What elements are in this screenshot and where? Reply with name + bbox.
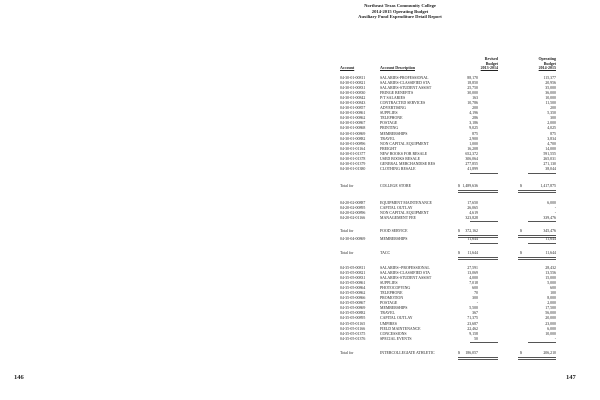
operating-budget-cell: 8,000: [547, 296, 556, 301]
account-column-header: Account: [340, 65, 355, 70]
account-cell: 04-30-01-01380: [340, 166, 366, 171]
operating-budget-cell: -: [554, 206, 556, 211]
operating-budget-cell: 14,000: [545, 146, 556, 151]
operating-budget-cell: 265,031: [543, 156, 556, 161]
account-cell: 04-30-01-00831: [340, 86, 366, 91]
operating-budget-cell: 2,000: [547, 121, 556, 126]
operating-budget-cell: 875: [550, 131, 556, 136]
table-row: [340, 216, 556, 221]
operating-budget-cell: 115,377: [543, 76, 556, 80]
revised-budget-cell: 163: [472, 96, 478, 101]
description-cell: CAPITAL OUTLAY: [380, 316, 413, 321]
operating-budget-cell: 20,956: [545, 81, 556, 86]
account-cell: 04-35-05-00861: [340, 281, 366, 286]
description-cell: MEMBERSHIPS: [380, 237, 408, 241]
description-cell: SUPPLIES: [380, 111, 398, 116]
revised-budget-cell: 367: [472, 311, 478, 316]
report-header: [300, 3, 500, 20]
description-cell: TELEPHONE: [380, 116, 403, 121]
operating-budget-cell: 11,500: [545, 101, 556, 106]
description-cell: TELEPHONE: [380, 291, 403, 296]
revised-budget-cell: 5,500: [469, 306, 478, 311]
operating-budget-cell: 56,000: [545, 311, 556, 316]
page-number-left: 146: [14, 374, 24, 381]
revised-budget-cell: 4,000: [469, 276, 478, 281]
athletics-rows: [340, 266, 556, 342]
operating-budget-cell: 600: [550, 286, 556, 291]
operating-budget-cell: 13,556: [545, 271, 556, 276]
operating-budget-cell: 200: [550, 106, 556, 111]
subtotal-rule: [470, 342, 498, 343]
revised-budget-cell: 13,069: [467, 271, 478, 276]
food-service-rows: [340, 201, 556, 221]
revised-budget-cell: 277,855: [465, 161, 478, 166]
description-cell: FREIGHT: [380, 146, 397, 151]
table-row: [340, 237, 556, 242]
college-store-rows: [340, 76, 556, 172]
revised-budget-cell: 71,375: [467, 316, 478, 321]
operating-budget-cell: 5,000: [547, 281, 556, 286]
account-cell: 04-35-05-01165: [340, 321, 366, 326]
description-cell: PRINTING: [380, 126, 399, 131]
description-cell: P/T SALARIES: [380, 96, 406, 101]
operating-budget-cell: 5,350: [547, 111, 556, 116]
revised-budget-cell: 9,025: [469, 126, 478, 131]
description-cell: SALARIES--PROFESSIONAL: [380, 266, 430, 270]
description-cell: MEMBERSHIPS: [380, 131, 408, 136]
revised-budget-cell: 652,372: [465, 151, 478, 156]
operating-budget-cell: 2,000: [547, 301, 556, 306]
subtotal-rule: [528, 173, 556, 174]
revised-budget-cell: 323,828: [465, 216, 478, 221]
report-title: Auxiliary Fund Expenditure Detail Report: [358, 14, 442, 20]
account-cell: 04-35-05-00869: [340, 306, 366, 311]
college-name: Northeast Texas Community College: [364, 3, 436, 8]
operating-budget-cell: 28,432: [545, 266, 556, 270]
description-cell: FRINGE BENEFITS: [380, 91, 414, 96]
description-cell: SALARIES-PROFESSIONAL: [380, 76, 429, 80]
subtotal-rule: [470, 173, 498, 174]
description-cell: MANAGEMENT FEE: [380, 216, 416, 221]
account-cell: 04-35-05-01166: [340, 326, 366, 331]
revised-budget-cell: 22,462: [467, 326, 478, 331]
description-cell: GENERAL MERCHANDISE RES: [380, 161, 436, 166]
description-cell: TRAVEL: [380, 136, 395, 141]
revised-budget-cell: 30,000: [467, 91, 478, 96]
account-cell: 04-35-05-00866: [340, 296, 366, 301]
document-page: Northeast Texas Community College 2014-2015 Operating Budget Auxiliary Fund Expenditure Detail Report Account Account Description Revised Budget 2013-2014 Operating Budget 2014-2015 04-30-01-00811 SALARIES-PROFESSIONAL 88,170 115,377 04-30-01-00821 SALARIES-CLASSIFIED STA 18,850 20,956 04-30-01-00831 SALARIES-STUDENT ASSIST 25,750 35,000 04-30-01-00830 FRINGE BENEFITS 30,000 36,000 04-30-01-00842 P/T SALARIES 163 10,000 04-30-01-00843 CONTRACTED SERVICES 10,786 11,500 04-30-01-00857 ADVERTISING 200 200 04-30-01-00861 SUPPLIES 4,196 5,350 04-30-01-00862 TELEPHONE 286 300 04-30-01-00867 POSTAGE 3,186 2,000 04-30-01-00868 PRINTING 9,025 4,025 04-30-01-00869 MEMBERSHIPS 875 875 04-30-01-00882 TRAVEL 2,900 3,834 04-30-01-00896 NON CAPITAL EQUIPMENT 1,000 4,700 04-30-01-01164 FREIGHT 16,208 14,000 04-30-01-01377 NEW BOOKS FOR RESALE 652,372 591,555 04-30-01-01378 USED BOOKS RESALE 306,064 265,031 04-30-01-01379 GENERAL MERCHANDISE RES 277,855 271,130 04-30-01-01380 CLOTHING RESALE 41,899 38,044 Total for COLLEGE STORE $ 1,489,636 $ 1,417,875 04-20-02-00887 EQUIPMENT MAINTENANCE 17,650 6,000 04-20-02-00895 CAPITAL OUTLAY 26,065 - 04-20-02-00896 NON CAPITAL EQUIPMENT 4,619 - 04-20-02-01166 MANAGEMENT FEE 323,828 339,476 Total for FOOD SERVICE $ 372,162 $ 345,476 04-30-04-00869 MEMBERSHIPS 11,644 11,644 Total for TACC $ 11,644 $ 11,644 04-35-05-00811 SALARIES--PROFESSIONAL 27,591 28,432 04-35-05-00821 SALARIES-CLASSIFIED STA 13,069 13,556 04-35-05-00831 SALARIES-STUDENT ASSIST 4,000 15,000 04-35-05-00861 SUPPLIES 7,018 5,000 04-35-05-00864 PHOTOCOPYING 600 600 04-35-05-00862 TELEPHONE 70 100 04-35-05-00866 PROMOTION 300 8,000 04-35-05-00867 POSTAGE - 2,000 04-35-05-00869 MEMBERSHIPS 5,500 17,500 04-35-05-00882 TRAVEL 367 56,000 04-35-05-00895 CAPITAL OUTLAY 71,375 20,000 04-35-05-01165 UMPIRES 23,687 23,000 04-35-05-01166 FIELD MAINTENANCE 22,462 6,000 04-35-05-01375 CONCESSIONS 9,158 10,000 04-35-05-01376 SPECIAL EVENTS 50 - Total for INTERCOLLEGIATE ATHLETIC $ 186,057 $ 206,210 146 147: [14, 3, 576, 381]
account-cell: 04-30-01-00843: [340, 101, 366, 106]
revised-budget-cell: 18,850: [467, 81, 478, 86]
account-cell: 04-30-01-00830: [340, 91, 366, 96]
account-cell: 04-30-01-00867: [340, 121, 366, 126]
operating-budget-cell: 4,700: [547, 141, 556, 146]
description-cell: FIELD MAINTENANCE: [380, 326, 421, 331]
account-cell: 04-30-01-00868: [340, 126, 366, 131]
revised-budget-cell: 50: [474, 336, 478, 341]
description-cell: SALARIES-STUDENT ASSIST: [380, 86, 432, 91]
total-double-rule: [518, 257, 556, 260]
account-cell: 04-20-02-00896: [340, 211, 366, 216]
operating-budget-cell: 6,000: [547, 326, 556, 331]
operating-budget-cell: 15,000: [545, 276, 556, 281]
revised-budget-cell: 41,899: [467, 166, 478, 171]
description-column-header: Account Description: [380, 65, 415, 70]
description-cell: PHOTOCOPYING: [380, 286, 411, 291]
total-double-rule: [458, 190, 498, 193]
description-cell: ADVERTISING: [380, 106, 406, 111]
description-cell: SUPPLIES: [380, 281, 398, 286]
account-cell: 04-30-01-01378: [340, 156, 366, 161]
operating-budget-cell: 10,000: [545, 331, 556, 336]
account-cell: 04-30-01-00896: [340, 141, 366, 146]
revised-budget-cell: 7,018: [469, 281, 478, 286]
revised-budget-cell: -: [476, 301, 478, 306]
description-cell: POSTAGE: [380, 301, 398, 306]
revised-budget-cell: 88,170: [467, 76, 478, 80]
operating-budget-cell: 4,025: [547, 126, 556, 131]
description-cell: MEMBERSHIPS: [380, 306, 408, 311]
subtotal-rule: [528, 342, 556, 343]
account-cell: 04-30-01-01377: [340, 151, 366, 156]
revised-budget-cell: 11,644: [467, 237, 478, 241]
revised-budget-cell: 300: [472, 296, 478, 301]
operating-budget-cell: -: [554, 211, 556, 216]
revised-budget-cell: 875: [472, 131, 478, 136]
account-cell: 04-35-05-00867: [340, 301, 366, 306]
revised-budget-cell: 10,786: [467, 101, 478, 106]
operating-budget-cell: 100: [550, 291, 556, 296]
operating-budget-cell: 35,000: [545, 86, 556, 91]
operating-budget-cell: 6,000: [547, 201, 556, 205]
account-cell: 04-35-05-00882: [340, 311, 366, 316]
account-cell: 04-35-05-00821: [340, 271, 366, 276]
operating-budget-cell: 10,000: [545, 96, 556, 101]
revised-budget-cell: 200: [472, 106, 478, 111]
revised-budget-cell: 306,064: [465, 156, 478, 161]
description-cell: SALARIES-STUDENT ASSIST: [380, 276, 432, 281]
page-number-right: 147: [566, 374, 576, 381]
description-cell: CLOTHING RESALE: [380, 166, 416, 171]
operating-budget-cell: 300: [550, 116, 556, 121]
operating-budget-cell: 271,130: [543, 161, 556, 166]
subtotal-rule: [528, 221, 556, 222]
account-cell: 04-30-04-00869: [340, 237, 366, 241]
account-cell: 04-20-02-00887: [340, 201, 366, 205]
revised-budget-cell: 70: [474, 291, 478, 296]
operating-budget-cell: 11,644: [545, 237, 556, 241]
account-cell: 04-30-01-00869: [340, 131, 366, 136]
account-cell: 04-30-01-01379: [340, 161, 366, 166]
operating-budget-header: Operating Budget 2014-2015: [538, 56, 556, 71]
revised-budget-cell: 9,158: [469, 331, 478, 336]
description-cell: NON CAPITAL EQUIPMENT: [380, 211, 429, 216]
account-cell: 04-30-01-00861: [340, 111, 366, 116]
operating-budget-cell: 36,000: [545, 91, 556, 96]
account-cell: 04-30-01-00882: [340, 136, 366, 141]
account-cell: 04-20-02-00895: [340, 206, 366, 211]
description-cell: SPECIAL EVENTS: [380, 336, 412, 341]
account-cell: 04-35-05-00811: [340, 266, 366, 270]
revised-budget-cell: 1,000: [469, 141, 478, 146]
operating-budget-cell: 20,000: [545, 316, 556, 321]
account-cell: 04-30-01-00842: [340, 96, 366, 101]
revised-budget-cell: 4,619: [469, 211, 478, 216]
account-cell: 04-35-05-01375: [340, 331, 366, 336]
operating-budget-cell: 38,044: [545, 166, 556, 171]
revised-budget-cell: 23,687: [467, 321, 478, 326]
total-double-rule: [458, 257, 498, 260]
operating-budget-cell: 23,000: [545, 321, 556, 326]
account-cell: 04-35-05-00831: [340, 276, 366, 281]
account-cell: 04-35-05-00864: [340, 286, 366, 291]
revised-budget-header: Revised Budget 2013-2014: [480, 56, 498, 71]
operating-budget-cell: 591,555: [543, 151, 556, 156]
revised-budget-cell: 27,591: [467, 266, 478, 270]
tacc-rows: [340, 237, 556, 242]
account-cell: 04-35-05-01376: [340, 336, 366, 341]
account-cell: 04-30-01-00821: [340, 81, 366, 86]
table-row: [340, 167, 556, 172]
account-cell: 04-30-01-01164: [340, 146, 366, 151]
description-cell: USED BOOKS RESALE: [380, 156, 420, 161]
account-cell: 04-35-05-00895: [340, 316, 366, 321]
subtotal-rule: [470, 243, 498, 244]
revised-budget-cell: 286: [472, 116, 478, 121]
description-cell: NON CAPITAL EQUIPMENT: [380, 141, 429, 146]
description-cell: TRAVEL: [380, 311, 395, 316]
subtotal-rule: [470, 221, 498, 222]
revised-budget-cell: 600: [472, 286, 478, 291]
revised-budget-cell: 17,650: [467, 201, 478, 205]
table-row: [340, 337, 556, 342]
total-double-rule: [518, 190, 556, 193]
operating-budget-cell: -: [554, 336, 556, 341]
revised-budget-cell: 2,900: [469, 136, 478, 141]
revised-budget-cell: 4,196: [469, 111, 478, 116]
total-double-rule: [458, 357, 498, 360]
description-cell: EQUIPMENT MAINTENANCE: [380, 201, 432, 205]
description-cell: PROMOTION: [380, 296, 404, 301]
description-cell: UMPIRES: [380, 321, 397, 326]
description-cell: SALARIES-CLASSIFIED STA: [380, 271, 430, 276]
budget-title: 2014-2015 Operating Budget: [371, 8, 429, 14]
description-cell: CONTRACTED SERVICES: [380, 101, 426, 106]
account-cell: 04-35-05-00862: [340, 291, 366, 296]
account-cell: 04-20-02-01166: [340, 216, 366, 221]
revised-budget-cell: 26,065: [467, 206, 478, 211]
operating-budget-cell: 3,834: [547, 136, 556, 141]
revised-budget-cell: 16,208: [467, 146, 478, 151]
operating-budget-cell: 17,500: [545, 306, 556, 311]
operating-budget-cell: 339,476: [543, 216, 556, 221]
description-cell: POSTAGE: [380, 121, 398, 126]
description-cell: SALARIES-CLASSIFIED STA: [380, 81, 430, 86]
subtotal-rule: [528, 243, 556, 244]
description-cell: CAPITAL OUTLAY: [380, 206, 413, 211]
revised-budget-cell: 25,750: [467, 86, 478, 91]
account-cell: 04-30-01-00857: [340, 106, 366, 111]
description-cell: NEW BOOKS FOR RESALE: [380, 151, 428, 156]
account-cell: 04-30-01-00862: [340, 116, 366, 121]
description-cell: CONCESSIONS: [380, 331, 407, 336]
account-cell: 04-30-01-00811: [340, 76, 366, 80]
total-double-rule: [518, 357, 556, 360]
revised-budget-cell: 3,186: [469, 121, 478, 126]
